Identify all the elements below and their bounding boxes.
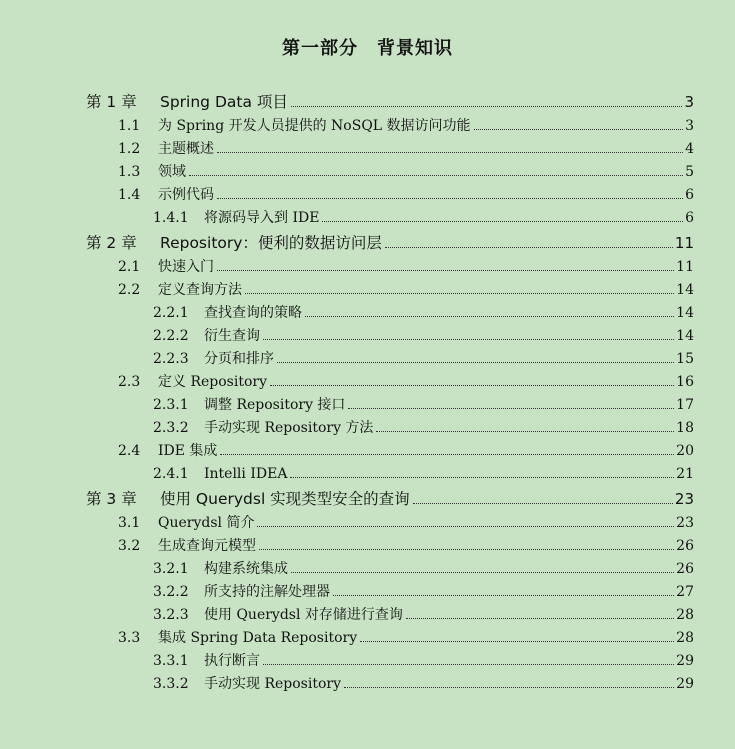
section-row[interactable]	[0, 530, 735, 553]
subsection-title: 分页和排序	[204, 351, 274, 367]
section-page-number: 4	[685, 141, 694, 157]
section-number: 2.2	[118, 282, 141, 298]
subsection-page-number: 29	[676, 676, 694, 692]
subsection-row[interactable]	[0, 458, 735, 481]
section-title: 领域	[158, 164, 186, 180]
subsection-title: 手动实现 Repository 方法	[204, 420, 374, 436]
subsection-row[interactable]	[0, 412, 735, 435]
section-number: 3.2	[118, 538, 141, 554]
dot-leader	[217, 152, 683, 153]
dot-leader	[406, 618, 674, 619]
dot-leader	[259, 549, 674, 550]
subsection-title: 将源码导入到 IDE	[204, 210, 320, 226]
section-title: 集成 Spring Data Repository	[158, 630, 358, 646]
section-title: Querydsl 简介	[158, 515, 255, 531]
section-number: 2.3	[118, 374, 141, 390]
subsection-page-number: 6	[685, 210, 694, 226]
dot-leader	[270, 385, 674, 386]
dot-leader	[291, 572, 674, 573]
chapter-title: Spring Data 项目	[160, 92, 288, 111]
dot-leader	[277, 362, 674, 363]
subsection-number: 2.2.1	[153, 305, 189, 321]
section-row[interactable]	[0, 622, 735, 645]
subsection-title: 查找查询的策略	[204, 305, 302, 321]
section-page-number: 20	[676, 443, 694, 459]
section-title: 示例代码	[158, 187, 214, 203]
section-title: 生成查询元模型	[158, 538, 256, 554]
subsection-title: 构建系统集成	[204, 561, 288, 577]
subsection-row[interactable]	[0, 343, 735, 366]
subsection-number: 2.2.2	[153, 328, 189, 344]
subsection-page-number: 26	[676, 561, 694, 577]
section-page-number: 28	[676, 630, 694, 646]
section-page-number: 5	[685, 164, 694, 180]
dot-leader	[217, 270, 674, 271]
subsection-row[interactable]	[0, 320, 735, 343]
section-row[interactable]	[0, 507, 735, 530]
subsection-page-number: 27	[676, 584, 694, 600]
subsection-page-number: 14	[676, 328, 694, 344]
dot-leader	[189, 175, 683, 176]
section-title: 快速入门	[158, 259, 214, 275]
chapter-page-number: 3	[684, 93, 694, 111]
section-page-number: 3	[685, 118, 694, 134]
section-title: 定义查询方法	[158, 282, 242, 298]
section-title: 为 Spring 开发人员提供的 NoSQL 数据访问功能	[158, 118, 471, 134]
subsection-row[interactable]	[0, 645, 735, 668]
subsection-row[interactable]	[0, 297, 735, 320]
dot-leader	[220, 454, 674, 455]
section-row[interactable]	[0, 156, 735, 179]
subsection-number: 2.2.3	[153, 351, 189, 367]
subsection-row[interactable]	[0, 599, 735, 622]
subsection-page-number: 15	[676, 351, 694, 367]
subsection-title: 调整 Repository 接口	[204, 397, 346, 413]
section-number: 3.1	[118, 515, 141, 531]
chapter-page-number: 23	[674, 490, 694, 508]
dot-leader	[348, 408, 674, 409]
chapter-row[interactable]	[0, 227, 735, 251]
dot-leader	[413, 503, 673, 504]
chapter-title: Repository：便利的数据访问层	[160, 233, 382, 252]
subsection-title: 执行断言	[204, 653, 260, 669]
chapter-row[interactable]	[0, 86, 735, 110]
subsection-page-number: 21	[676, 466, 694, 482]
dot-leader	[217, 198, 683, 199]
dot-leader	[263, 339, 674, 340]
subsection-number: 1.4.1	[153, 210, 189, 226]
section-row[interactable]	[0, 179, 735, 202]
section-page-number: 16	[676, 374, 694, 390]
section-title: 定义 Repository	[158, 374, 267, 390]
subsection-title: 所支持的注解处理器	[204, 584, 330, 600]
dot-leader	[322, 221, 683, 222]
subsection-number: 2.4.1	[153, 466, 189, 482]
part-title: 第一部分 背景知识	[282, 38, 453, 59]
subsection-row[interactable]	[0, 389, 735, 412]
section-page-number: 11	[676, 259, 694, 275]
subsection-number: 3.2.2	[153, 584, 189, 600]
section-row[interactable]	[0, 274, 735, 297]
dot-leader	[290, 477, 674, 478]
subsection-page-number: 29	[676, 653, 694, 669]
dot-leader	[263, 664, 674, 665]
dot-leader	[360, 641, 674, 642]
section-number: 1.4	[118, 187, 141, 203]
section-number: 1.1	[118, 118, 141, 134]
subsection-page-number: 17	[676, 397, 694, 413]
subsection-number: 3.3.2	[153, 676, 189, 692]
section-row[interactable]	[0, 133, 735, 156]
subsection-title: 衍生查询	[204, 328, 260, 344]
subsection-page-number: 18	[676, 420, 694, 436]
subsection-number: 2.3.1	[153, 397, 189, 413]
section-page-number: 14	[676, 282, 694, 298]
subsection-title: 使用 Querydsl 对存储进行查询	[204, 607, 403, 623]
dot-leader	[376, 431, 674, 432]
chapter-page-number: 11	[674, 234, 694, 252]
dot-leader	[257, 526, 674, 527]
section-number: 2.1	[118, 259, 141, 275]
subsection-row[interactable]	[0, 553, 735, 576]
section-number: 1.3	[118, 164, 141, 180]
section-number: 3.3	[118, 630, 141, 646]
section-number: 1.2	[118, 141, 141, 157]
section-number: 2.4	[118, 443, 141, 459]
section-row[interactable]	[0, 251, 735, 274]
dot-leader	[245, 293, 674, 294]
dot-leader	[333, 595, 674, 596]
section-title: 主题概述	[158, 141, 214, 157]
subsection-page-number: 28	[676, 607, 694, 623]
chapter-row[interactable]	[0, 483, 735, 507]
subsection-title: Intelli IDEA	[204, 466, 288, 482]
subsection-number: 2.3.2	[153, 420, 189, 436]
dot-leader	[305, 316, 674, 317]
section-row[interactable]	[0, 435, 735, 458]
dot-leader	[291, 106, 683, 107]
subsection-number: 3.2.1	[153, 561, 189, 577]
chapter-title: 使用 Querydsl 实现类型安全的查询	[160, 489, 410, 508]
section-page-number: 6	[685, 187, 694, 203]
dot-leader	[474, 129, 684, 130]
subsection-number: 3.2.3	[153, 607, 189, 623]
dot-leader	[344, 687, 674, 688]
section-row[interactable]	[0, 110, 735, 133]
table-of-contents	[0, 86, 735, 691]
subsection-title: 手动实现 Repository	[204, 676, 341, 692]
subsection-number: 3.3.1	[153, 653, 189, 669]
subsection-page-number: 14	[676, 305, 694, 321]
subsection-row[interactable]	[0, 576, 735, 599]
section-title: IDE 集成	[158, 443, 218, 459]
section-row[interactable]	[0, 366, 735, 389]
section-page-number: 26	[676, 538, 694, 554]
chapter-number: 第 3 章	[86, 489, 137, 508]
chapter-number: 第 1 章	[86, 92, 137, 111]
dot-leader	[385, 247, 673, 248]
chapter-number: 第 2 章	[86, 233, 137, 252]
section-page-number: 23	[676, 515, 694, 531]
subsection-row[interactable]	[0, 668, 735, 691]
subsection-row[interactable]	[0, 202, 735, 225]
